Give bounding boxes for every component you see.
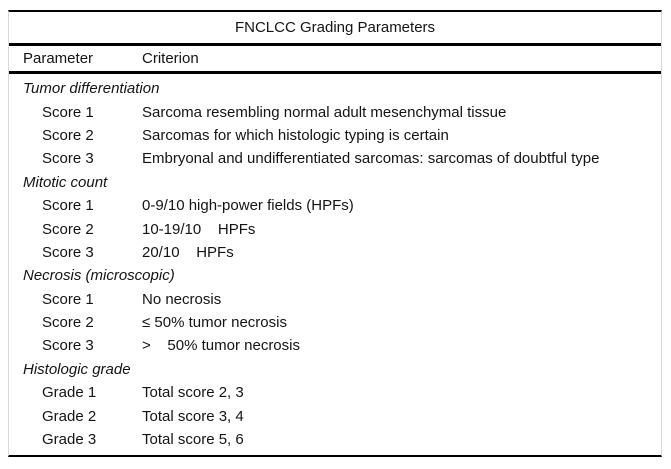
section-header-mitotic-count	[9, 171, 661, 194]
criterion-cell: > 50% tumor necrosis	[142, 337, 300, 355]
fnclcc-grading-table	[8, 10, 662, 457]
column-header-criterion: Criterion	[142, 50, 199, 67]
criterion-cell: Embryonal and undifferentiated sarcomas: sarcomas of doubtful type	[142, 150, 600, 168]
criterion-cell: Sarcoma resembling normal adult mesenchymal tissue	[142, 103, 507, 121]
table-row	[9, 241, 661, 264]
parameter-cell: Score 1	[42, 103, 94, 121]
criterion-cell: ≤ 50% tumor necrosis	[142, 314, 287, 332]
parameter-cell: Score 3	[42, 337, 94, 355]
parameter-cell: Score 3	[42, 243, 94, 261]
section-header-tumor-differentiation	[9, 77, 661, 100]
table-row	[9, 194, 661, 217]
parameter-cell: Score 2	[42, 220, 94, 238]
table-header-row	[9, 46, 661, 74]
table-row	[9, 404, 661, 427]
table-title: FNCLCC Grading Parameters	[234, 19, 436, 36]
criterion-cell: No necrosis	[142, 290, 222, 308]
criterion-cell: Total score 2, 3	[142, 384, 244, 402]
column-header-parameter: Parameter	[23, 50, 94, 67]
section-name: Necrosis (microscopic)	[23, 267, 175, 285]
criterion-cell: 0-9/10 high-power fields (HPFs)	[142, 197, 354, 215]
table-row	[9, 147, 661, 170]
section-name: Mitotic count	[23, 173, 108, 191]
table-body	[9, 74, 661, 455]
table-row	[9, 100, 661, 123]
criterion-cell: 10-19/10 HPFs	[142, 220, 256, 238]
table-row	[9, 288, 661, 311]
criterion-cell: Sarcomas for which histologic typing is certain	[142, 126, 449, 144]
criterion-cell: Total score 5, 6	[142, 431, 244, 449]
section-name: Histologic grade	[23, 360, 131, 378]
section-header-necrosis	[9, 264, 661, 287]
parameter-cell: Score 1	[42, 197, 94, 215]
criterion-cell: Total score 3, 4	[142, 407, 244, 425]
table-row	[9, 124, 661, 147]
table-row	[9, 311, 661, 334]
section-name: Tumor differentiation	[23, 80, 160, 98]
parameter-cell: Score 3	[42, 150, 94, 168]
table-row	[9, 381, 661, 404]
criterion-cell: 20/10 HPFs	[142, 243, 234, 261]
table-row	[9, 334, 661, 357]
parameter-cell: Grade 2	[42, 407, 97, 425]
parameter-cell: Score 1	[42, 290, 94, 308]
parameter-cell: Score 2	[42, 314, 94, 332]
parameter-cell: Score 2	[42, 126, 94, 144]
parameter-cell: Grade 3	[42, 431, 97, 449]
section-header-histologic-grade	[9, 358, 661, 381]
table-row	[9, 217, 661, 240]
parameter-cell: Grade 1	[42, 384, 97, 402]
table-title-row	[9, 12, 661, 46]
table-row	[9, 428, 661, 451]
